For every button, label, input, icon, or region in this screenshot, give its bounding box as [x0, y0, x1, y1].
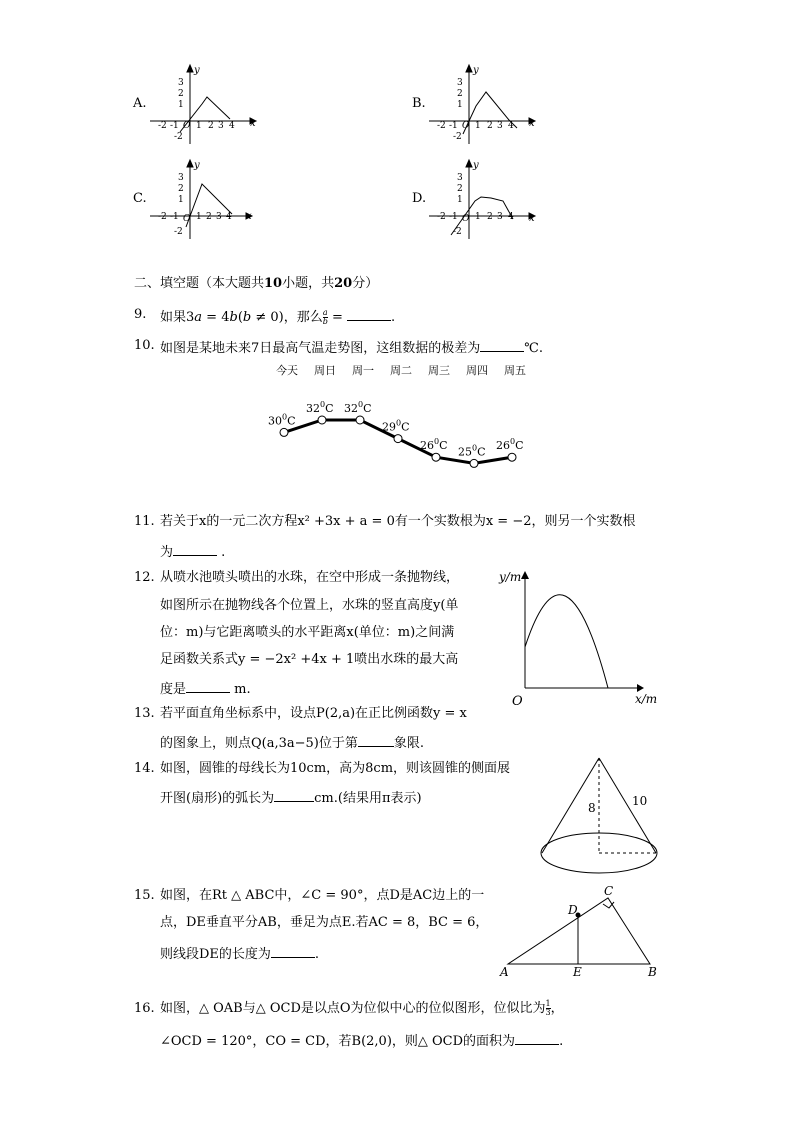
- triangle-figure: [498, 882, 668, 982]
- answer-blank[interactable]: [271, 943, 315, 958]
- temperature-point: [470, 459, 478, 467]
- parabola-figure: [495, 565, 665, 710]
- y-axis-label: y: [473, 65, 479, 76]
- temperature-point: [356, 416, 364, 424]
- y-axis-label: y: [194, 160, 200, 171]
- xtick: -1: [449, 121, 458, 131]
- answer-blank[interactable]: [480, 337, 524, 352]
- question-15-line1: 如图，在Rt △ ABC中，∠C = 90°，点D是AC边上的一: [160, 888, 485, 903]
- temperature-point: [280, 428, 288, 436]
- xtick: 4: [229, 121, 235, 131]
- temperature-label: $25^0C$: [458, 443, 486, 459]
- question-12-line3: 位：m)与它距离喷头的水平距离x(单位：m)之间满: [160, 625, 455, 640]
- temperature-chart: [260, 358, 540, 493]
- xtick: 1: [475, 121, 481, 131]
- question-10-number: 10.: [134, 338, 155, 353]
- day-label: 周四: [466, 364, 488, 377]
- day-label: 今天: [276, 364, 298, 377]
- parabola-curve: [525, 595, 608, 688]
- temperature-label: $32^0C$: [344, 400, 372, 415]
- answer-blank[interactable]: [358, 732, 394, 747]
- xtick: 3: [497, 121, 503, 131]
- question-16-line2: ∠OCD = 120°，CO = CD，若B(2,0)，则△ OCD的面积为 .: [160, 1030, 563, 1051]
- xtick: 2: [208, 121, 214, 131]
- question-12-line4: 足函数关系式y = −2x² +4x + 1喷出水珠的最大高: [160, 652, 459, 667]
- xtick: 1: [196, 212, 202, 222]
- question-14-line2: 开图(扇形)的弧长为 cm.(结果用π表示): [160, 787, 422, 808]
- ytick: 3: [457, 173, 463, 183]
- xtick: -1: [170, 121, 179, 131]
- day-label: 周日: [314, 364, 336, 377]
- option-a-label: A.: [133, 96, 147, 111]
- x-axis-label: x: [250, 118, 256, 129]
- temperature-label: $26^0C$: [420, 437, 448, 453]
- svg-text:B: B: [648, 965, 657, 979]
- origin-label: O: [512, 694, 523, 709]
- xtick: 4: [508, 212, 514, 222]
- answer-blank[interactable]: [186, 678, 230, 693]
- answer-blank[interactable]: [274, 787, 314, 802]
- answer-blank[interactable]: [515, 1030, 559, 1045]
- question-11-number: 11.: [134, 514, 155, 529]
- ytick: 1: [178, 100, 184, 110]
- graph-option-d: [429, 157, 539, 242]
- origin-label: O: [183, 121, 191, 131]
- xtick: -2: [158, 121, 167, 131]
- x-axis-label: x: [529, 213, 535, 224]
- day-label: 周五: [504, 364, 526, 377]
- xtick: 1: [196, 121, 202, 131]
- temperature-point: [394, 435, 402, 443]
- question-12-line5: 度是 m.: [160, 678, 251, 699]
- x-axis-label: x: [246, 211, 252, 222]
- xtick: -1: [170, 212, 179, 222]
- xtick: 2: [487, 121, 493, 131]
- y-axis-label: y: [473, 160, 479, 171]
- xtick: 3: [216, 212, 222, 222]
- xtick: 4: [226, 212, 232, 222]
- question-15-number: 15.: [134, 888, 155, 903]
- svg-text:D: D: [568, 903, 578, 917]
- question-14-line1: 如图，圆锥的母线长为10cm，高为8cm，则该圆锥的侧面展: [160, 761, 511, 776]
- cone-figure: [535, 750, 665, 880]
- answer-blank[interactable]: [173, 541, 217, 556]
- question-14-number: 14.: [134, 761, 155, 776]
- question-13-line1: 若平面直角坐标系中，设点P(2,a)在正比例函数y = x: [160, 706, 467, 721]
- question-9: 如果3a = 4b(b ≠ 0)，那么 $\frac{a}{b}$ = .: [160, 308, 396, 326]
- ytick: -2: [453, 227, 462, 237]
- question-13-number: 13.: [134, 706, 155, 721]
- question-11-line2: 为 .: [160, 541, 225, 562]
- axes: [150, 65, 256, 144]
- xtick: 1: [475, 212, 481, 222]
- y-axis-label: y: [194, 65, 200, 76]
- ytick: 1: [457, 100, 463, 110]
- day-label: 周三: [428, 364, 450, 377]
- xtick: -2: [437, 212, 446, 222]
- xtick: -2: [437, 121, 446, 131]
- option-d-label: D.: [412, 191, 427, 206]
- svg-text:C: C: [604, 884, 614, 898]
- question-15-line2: 点，DE垂直平分AB，垂足为点E.若AC = 8，BC = 6，: [160, 915, 489, 930]
- question-12-number: 12.: [134, 570, 155, 585]
- ytick: 2: [178, 89, 184, 99]
- xtick: -1: [449, 212, 458, 222]
- graph-option-c: [150, 157, 260, 242]
- temperature-label: $30^0C$: [268, 412, 296, 428]
- temperature-point: [318, 416, 326, 424]
- xtick: 3: [218, 121, 224, 131]
- ytick: 3: [457, 78, 463, 88]
- svg-text:A: A: [500, 965, 509, 979]
- ytick: 1: [178, 195, 184, 205]
- y-axis-label: y/m: [499, 570, 522, 584]
- graph-option-b: [429, 62, 539, 147]
- question-9-number: 9.: [134, 307, 147, 322]
- xtick: 2: [206, 212, 212, 222]
- day-label: 周二: [390, 364, 412, 377]
- question-12-line1: 从喷水池喷头喷出的水珠，在空中形成一条抛物线，: [160, 570, 460, 585]
- ytick: 3: [178, 173, 184, 183]
- temperature-label: $29^0C$: [382, 418, 410, 434]
- temperature-point: [508, 453, 516, 461]
- xtick: 3: [497, 212, 503, 222]
- section-title: 二、填空题（本大题共10小题，共20分）: [134, 276, 379, 291]
- question-12-line2: 如图所示在抛物线各个位置上，水珠的竖直高度y(单: [160, 598, 459, 613]
- ytick: 3: [178, 78, 184, 88]
- ytick: 2: [178, 184, 184, 194]
- fraction: $\frac{a}{b}$: [322, 308, 328, 326]
- xtick: 4: [508, 121, 514, 131]
- svg-text:E: E: [573, 965, 582, 979]
- origin-label: O: [183, 214, 191, 224]
- ytick: 1: [457, 195, 463, 205]
- temperature-label: $26^0C$: [496, 437, 524, 453]
- question-15-line3: 则线段DE的长度为 .: [160, 943, 319, 964]
- origin-label: O: [462, 121, 470, 131]
- day-label: 周一: [352, 364, 374, 377]
- xtick: -2: [158, 212, 167, 222]
- option-c-label: C.: [133, 191, 147, 206]
- x-axis-label: x/m: [635, 692, 658, 706]
- temperature-label: $32^0C$: [306, 400, 334, 415]
- slant-label: 10: [632, 794, 648, 808]
- option-b-label: B.: [412, 96, 426, 111]
- xtick: 2: [487, 212, 493, 222]
- ytick: 2: [457, 184, 463, 194]
- question-16-line1: 如图，△ OAB与△ OCD是以点O为位似中心的位似图形，位似比为 $\frac{1}{3}$ ，: [160, 999, 564, 1017]
- temperature-point: [432, 453, 440, 461]
- question-16-number: 16.: [134, 1001, 155, 1016]
- question-10: 如图是某地未来7日最高气温走势图，这组数据的极差为 ℃.: [160, 337, 543, 358]
- ratio-fraction: $\frac{1}{3}$: [545, 999, 551, 1017]
- ytick: 2: [457, 89, 463, 99]
- origin-label: O: [462, 214, 470, 224]
- answer-blank[interactable]: [347, 306, 391, 321]
- ytick: -2: [174, 132, 183, 142]
- question-13-line2: 的图象上，则点Q(a,3a−5)位于第 象限.: [160, 732, 424, 753]
- height-label: 8: [588, 801, 596, 815]
- ytick: -2: [174, 227, 183, 237]
- question-11-line1: 若关于x的一元二次方程x² +3x + a = 0有一个实数根为x = −2，则另一个实数根: [160, 514, 636, 529]
- graph-option-a: [150, 62, 260, 147]
- x-axis-label: x: [529, 118, 535, 129]
- ytick: -2: [453, 132, 462, 142]
